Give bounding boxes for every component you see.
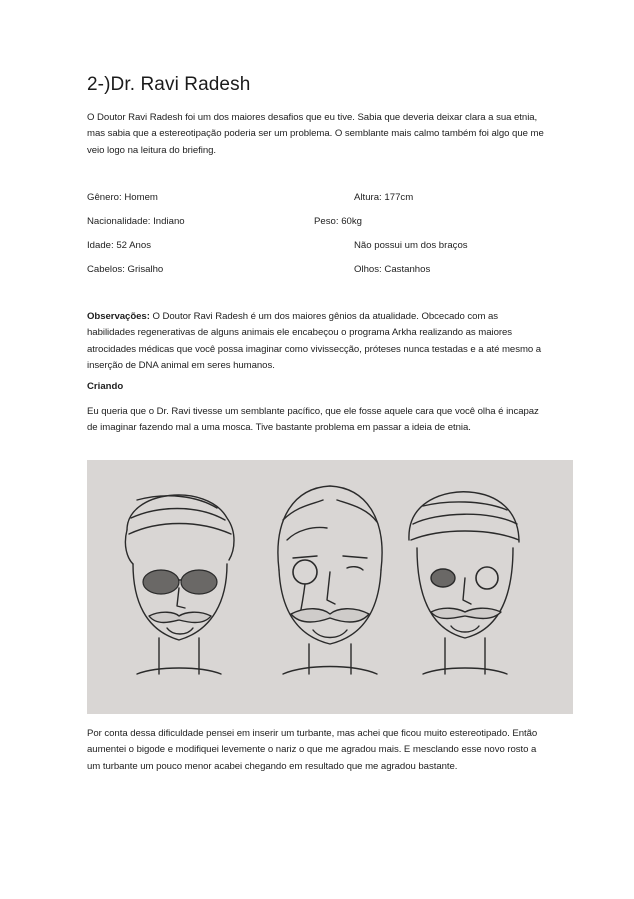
field-altura: Altura: 177cm — [354, 192, 414, 203]
character-sketches-illustration — [87, 460, 573, 714]
observacoes-text: O Doutor Ravi Radesh é um dos maiores gênios da atualidade. Obcecado com as habilidades regenerativas de alguns animais ele encabeçou o programa Arkha realizando as maiores atrocidades médicas que você possa imaginar como vivissecção, próteses nunca testadas e a até mesmo a inserção de DNA animal em seres humanos. — [87, 311, 542, 372]
criando-heading: Criando — [87, 381, 124, 392]
page-title: 2-)Dr. Ravi Radesh — [87, 74, 251, 95]
sketch-drawing — [87, 460, 573, 714]
field-cabelos: Cabelos: Grisalho — [87, 264, 164, 275]
field-bracos: Não possui um dos braços — [354, 240, 468, 251]
field-idade: Idade: 52 Anos — [87, 240, 152, 251]
field-peso: Peso: 60kg — [314, 216, 363, 227]
field-olhos: Olhos: Castanhos — [354, 264, 431, 275]
intro-paragraph: O Doutor Ravi Radesh foi um dos maiores desafios que eu tive. Sabia que deveria deixar clara a sua etnia, mas sabia que a estereotipação poderia ser um problema. O semblante mais calmo também foi algo que me veio logo na leitura do briefing. — [87, 112, 544, 156]
field-genero: Gênero: Homem — [87, 192, 158, 203]
observacoes-label: Observações: — [87, 311, 150, 322]
field-nacionalidade: Nacionalidade: Indiano — [87, 216, 185, 227]
closing-paragraph: Por conta dessa dificuldade pensei em inserir um turbante, mas achei que ficou muito estereotipado. Então aumentei o bigode e modifiquei levemente o nariz o que me agradou mais. E mesclando esse novo rosto a um turbante um pouco menor acabei chegando em resultado que me agradou bastante. — [87, 728, 538, 772]
criando-paragraph: Eu queria que o Dr. Ravi tivesse um semblante pacífico, que ele fosse aquele cara que você olha é incapaz de imaginar fazendo mal a uma mosca. Tive bastante problema em passar a ideia de etnia. — [87, 406, 539, 434]
observacoes-paragraph — [87, 309, 547, 375]
